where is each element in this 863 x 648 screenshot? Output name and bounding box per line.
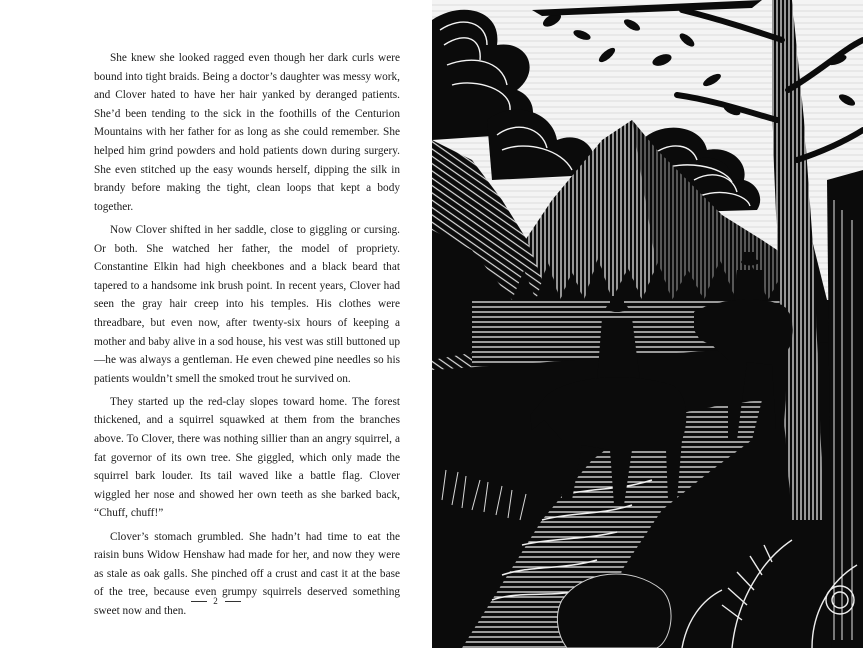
body-text: [94, 49, 400, 625]
illustration-page: [432, 0, 863, 648]
folio-dash-left: [191, 601, 207, 602]
page-number: [0, 596, 432, 606]
right-trees: [827, 170, 863, 648]
page-number-text: 2: [213, 596, 219, 606]
scratchboard-illustration: [432, 0, 863, 648]
paragraph: She knew she looked ragged even though her dark curls were bound into tight braids. Being a doctor’s daughter was messy work, and Clover hated to have her hair yanked by deranged patients. She’d been tending to the sick in the foothills of the Centurion Mountains with her father for as long as she could remember. She helped him grind powders and hold patients down during surgery. She even stitched up the easy wounds herself, dipping the silk in brandy before making the tight, clean loops that kept a body together.: [94, 52, 400, 213]
paragraph: Now Clover shifted in her saddle, close to giggling or cursing. Or both. She watched her father, the model of propriety. Constantine Elkin had high cheekbones and a black beard that tapered to a handsome ink brush point. In recent years, Clover had seen the gray hair creep into his temples. His clothes were threadbare, but even now, after twenty-six hours of keeping a mother and baby alive in a sod house, his vest was still buttoned up—he was always a gentleman. He even chewed pine needles so his patients wouldn’t smell the smoked trout he survived on.: [94, 223, 400, 385]
paragraph: They started up the red-clay slopes toward home. The forest thickened, and a squirrel squawked at them from the branches above. To Clover, there was nothing sillier than an angry squirrel, a fat governor of its own tree. She giggled, which only made the squirrel bark louder. Its tail waved like a battle flag. Clover wiggled her nose and showed her own teeth as she barked back, “Chuff, chuff!”: [94, 395, 400, 520]
folio-dash-right: [225, 601, 241, 602]
paragraph: Clover’s stomach grumbled. She hadn’t had time to eat the raisin buns Widow Henshaw had made for her, and now they were as stale as oak galls. She pinched off a crust and cast it at the base of the tree, because even grumpy squirrels deserved something sweet now and then.: [94, 530, 400, 617]
